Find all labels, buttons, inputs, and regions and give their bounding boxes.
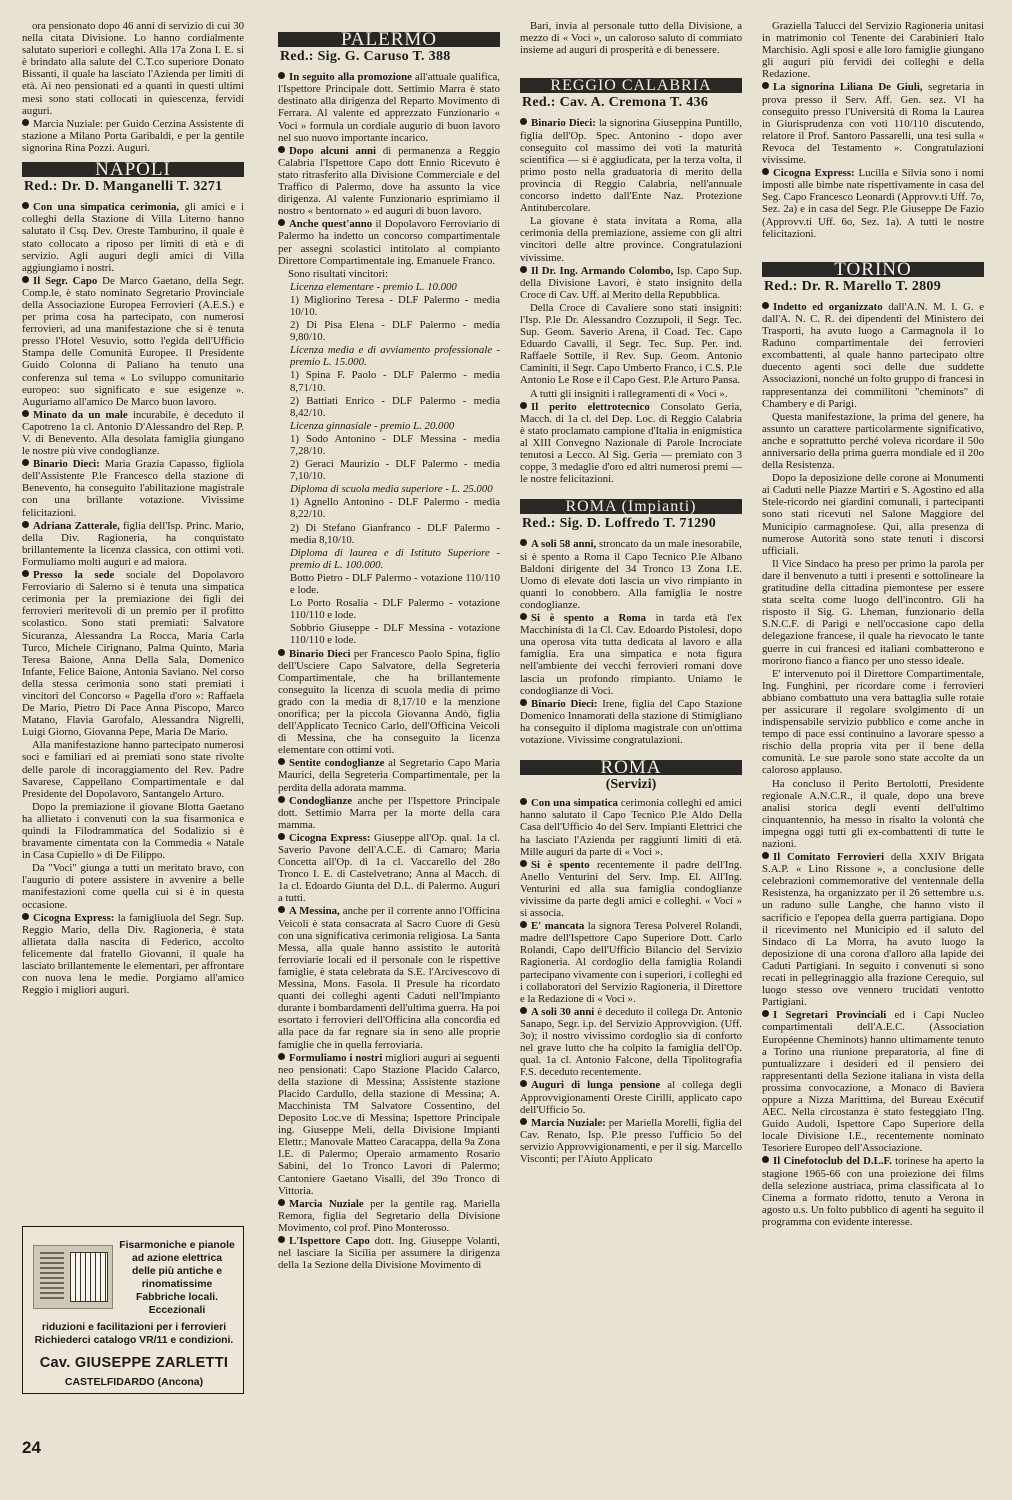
item-text: stroncato da un male inesorabile, si è spento a Roma il Capo Tecnico P.le Albano Baldoni dirigente del 34 Tronco 13 Zona I.E. Uomo di elevate doti lascia un vivo rimpianto in quanti lo conobbero. Alla famiglia le nostre condoglianze. xyxy=(520,538,742,611)
article-text: Da "Voci" giunga a tutti un meritato bravo, con l'augurio di potere assistere in avvenire a belle manifestazioni come quella cui si è in questa occasione. xyxy=(22,862,244,911)
bullet-icon xyxy=(520,699,527,706)
news-item xyxy=(520,1079,742,1115)
item-lead: I Segretari Provinciali xyxy=(773,1009,887,1022)
news-item xyxy=(762,167,984,240)
bullet-icon xyxy=(520,798,527,805)
item-text: De Marco Gaetano, della Segr. Comp.le, è stato nominato Segretario Provinciale della Associazione Europea Ferrovieri (A.E.S.) e per prima cosa ha partecipato, con numerosi ferrovieri, ad una manifestazione che si è tenuta presso l'Hotel Vesuvio, sotto l'egida dell'Ufficio Stampa delle Comunità Europee. Il Presidente Guido Colonna di Paliano ha tenuto una conferenza sul tema « Lo sviluppo comunitario europeo: suo significato e sue esigenze ». Auguriamo all'amico De Marco buon lavoro. xyxy=(22,274,244,408)
news-item xyxy=(520,538,742,611)
news-item xyxy=(520,1117,742,1165)
item-lead: Si è spento xyxy=(531,858,590,871)
item-lead: Minato da un male xyxy=(33,408,128,421)
article-text: Ha concluso il Perito Bertolotti, Presidente regionale A.N.C.R., il quale, dopo una breve analisi storica degli eventi dell'ultimo cinquantennio, ha messo in risalto la volontà che impegna oggi tutti gli ex-combattenti di tutte le nazioni. xyxy=(762,777,984,850)
news-item xyxy=(278,832,500,905)
section-header-palermo: PALERMO xyxy=(278,32,500,47)
item-text: il Dopolavoro Ferroviario di Palermo ha indetto un concorso compartimentale per assegni scolastici intitolato al compianto Direttore Compartimentale ing. Emanuele Franco. xyxy=(278,218,500,267)
bullet-icon xyxy=(762,1156,769,1163)
item-lead: Condoglianze xyxy=(289,794,352,807)
item-lead: Con una simpatica xyxy=(531,797,618,810)
bullet-icon xyxy=(520,1080,527,1087)
winner-line: 2) Di Pisa Elena - DLF Palermo - media 9,80/10. xyxy=(290,319,500,344)
item-lead: Sentite condoglianze xyxy=(289,757,385,770)
news-item-text: Marcia Nuziale: per Guido Cerzina Assistente di stazione a Milano Porta Garibaldi, e per la gentile signorina Rina Pozzi. Auguri. xyxy=(22,117,244,154)
section-editor-napoli: Red.: Dr. D. Manganelli T. 3271 xyxy=(24,179,223,195)
winner-line: 1) Sodo Antonino - DLF Messina - media 7,28/10. xyxy=(290,432,500,457)
item-lead: Formuliamo i nostri xyxy=(289,1051,383,1064)
item-text: Lucilla e Silvia sono i nomi imposti alle bimbe nate rispettivamente in casa del Seg. Capo Francesco Leonardi (Approvv.ti Uff. 7o, Sez. 2a) e in casa del Segr. P.le Giuseppe De Fazio (Approvv.ti Uff. 6o, Sez. 1a). A tutti le nostre felicitazioni. xyxy=(762,167,984,240)
bullet-icon xyxy=(278,796,285,803)
item-text: Consolato Geria, Macch. di 1a cl. del Dep. Loc. di Reggio Calabria è stato proclamato campione d'Italia in enigmistica al XIII Convegno Nazionale di Parole Incrociate tenutosi a Lecco. Al Sig. Geria — premiato con 3 coppe, 3 medaglie d'oro ed altri numerosi premi — le nostre felicitazioni. xyxy=(520,400,742,486)
winner-line: Licenza media e di avviamento professionale - premio L. 15.000. xyxy=(290,344,500,369)
news-item xyxy=(278,71,500,144)
item-lead: Si è spento a Roma xyxy=(531,612,647,625)
item-lead: Auguri di lunga pensione xyxy=(531,1079,661,1092)
article-text: A tutti gli insigniti i rallegramenti di « Voci ». xyxy=(530,387,728,400)
item-lead: E' mancata xyxy=(531,920,585,933)
column-4 xyxy=(762,20,984,1460)
article-text: ora pensionato dopo 46 anni di servizio di cui 30 nella citata Divisione. Lo hanno cordialmente salutato superiori e colleghi. Alla 17a Zona I. E. si è brindato alla salute del C.T.co superiore Donato Bissanti, il quale ha lasciato l'Azienda per limiti di età. Ai neo pensionati ed a quanti in questi ultimi mesi sono stati collocati in quiescenza, fervidi auguri. xyxy=(22,20,244,117)
news-item xyxy=(762,81,984,166)
bullet-icon xyxy=(22,276,29,283)
news-item xyxy=(278,648,500,757)
winner-line: Botto Pietro - DLF Palermo - votazione 110/110 e lode. xyxy=(290,571,500,597)
article-text: Della Croce di Cavaliere sono stati insigniti: l'Isp. P.le Dr. Alessandro Cozzupoli, il Segr. Tec. Sup. Geom. Saverio Arena, il Coad. Tec. Capo Eduardo Cavalli, il Segr. Tec. Sup. Per. ind. Raffaele Sottile, il Rev. Sup. Geom. Antonio Caminiti, il Segr. Capo Umberto Franco, i C.S. P.le Antonio Le Rose e il Capo Gest. P.le Arturo Pansa. xyxy=(520,301,742,387)
item-text: migliori auguri ai seguenti neo pensionati: Capo Stazione Placido Calarco, della stazione di Messina; Assistente stazione Placido Cardullo, della stazione di Messina; A. Macchinista TM Salvatore Cossentino, del Deposito Loc.ve di Messina; Ispettore Principale ing. Giuseppe Meli, della Divisione Impianti Elettr.; Manovale Matteo Caracappa, della 9a Zona I.E. di Palermo; Operaio armamento Rosario Sabini, del 1o Tronco Lavori di Palermo; Cantoniere Gaetano Visalli, del 39o Tronco di Vittoria. xyxy=(278,1051,500,1197)
item-text: in tarda età l'ex Macchinista di 1a Cl. Cav. Edoardo Pistolesi, dopo una operosa vita tutta dedicata al lavoro e alla famiglia. Era una simpatica e nota figura nell'ambiente dei vecchi ferrovieri romani dove lascia un profondo rimpianto. Uniamo le condoglianze di Voci. xyxy=(520,612,742,697)
item-lead: A soli 58 anni, xyxy=(531,538,597,551)
news-item xyxy=(520,401,742,486)
item-text: la signorina Giuseppina Puntillo, figlia dell'Op. Spec. Antonino - dopo aver conseguito col massimo dei voti la maturità scientifica — si è aggiudicata, per la terza volta, il primo posto nella graduatoria di merito della provincia di Reggio Calabria, nell'annuale concorso indetto dall'Ente Naz. Protezione Antitubercolare. xyxy=(520,117,742,215)
column-3 xyxy=(520,20,742,1460)
item-text: della XXIV Brigata S.A.P. « Lino Rissone », a conclusione delle celebrazioni commemorative del ventennale della Resistenza, ha organizzato per il 26 settembre u.s. un raduno sulle Langhe, che hanno visto il sacrificio e l'epopea della guerra partigiana. Dopo il ricevimento nel Municipio ed il saluto del Sindaco di La Morra, ha avuto luogo la deposizione di una corona d'alloro alla lapide dei Caduti Partigiani. In seguito i convenuti si sono recati in pellegrinaggio alla frazione Cerequio, sul luogo stesso ove vennero trucidati ventotto Partigiani. xyxy=(762,851,984,1009)
article-text: Il Vice Sindaco ha preso per primo la parola per dare il benvenuto a tutti i presenti e sottolineare la gratitudine della cittadina piemontese per essere stata scelta come luogo dell'incontro. Gli ha risposto il Sig. G. Lheman, funzionario della S.N.C.F. di Parigi e nell'occasione capo della delegazione francese, il quale ha rievocato le tante guerre in cui francesi ed italiani combatterono e morirono fianco a fianco per uno stesso ideale. xyxy=(762,557,984,667)
item-lead: A Messina, xyxy=(289,905,340,918)
bullet-icon xyxy=(520,539,527,546)
news-item xyxy=(278,1052,500,1197)
accordion-icon xyxy=(33,1245,113,1309)
section-subtitle-servizi: (Servizi) xyxy=(605,777,657,793)
news-item xyxy=(762,851,984,1008)
news-item xyxy=(22,118,244,154)
item-lead: Binario Dieci: xyxy=(33,458,100,471)
item-text: figlia dell'Isp. Princ. Mario, della Div. Ragioneria, ha conquistato brillantemente la licenza classica, con ottimi voti. Formuliamo molti auguri e ad maiora. xyxy=(22,519,244,568)
news-item xyxy=(520,797,742,857)
bullet-icon xyxy=(520,860,527,867)
news-item xyxy=(520,265,742,301)
bullet-icon xyxy=(278,1199,285,1206)
section-header-roma-impianti: ROMA (Impianti) xyxy=(520,499,742,514)
item-lead: Cicogna Express: xyxy=(33,911,115,924)
item-text: anche per il corrente anno l'Officina Veicoli è stata consacrata al Sacro Cuore di Gesù con una significativa cerimonia religiosa. La Santa Messa, alla quale hanno assistito le autorità ferroviarie locali ed il personale con le rispettive famiglie, è stata celebrata da S.E. l'Arcivescovo di Messina, Mons. Fasola. Il Presule ha ricordato quanti dei colleghi agenti Caduti nell'Impianto durante i bombardamenti dell'ultima guerra. Ha poi esortato i ferrovieri dell'Officina alla concordia ed alla pace da far regnare sia in seno alle proprie famiglie che in quella ferroviaria. xyxy=(278,905,500,1051)
bullet-icon xyxy=(520,402,527,409)
item-text: all'attuale qualifica, l'Ispettore Principale dott. Settimio Marra è stato destinato alla dirigenza del Reparto Movimento di Ferrara. Al valente ed apprezzato Funzionario « Voci » formula un cordiale augurio di buon lavoro nel suo nuovo importante incarico. xyxy=(278,71,500,144)
item-lead: Il Cinefotoclub del D.L.F. xyxy=(773,1155,892,1168)
bullet-icon xyxy=(520,1007,527,1014)
item-text: per la gentile rag. Mariella Remora, figlia del Segretario della Divisione Movimento, col prof. Pino Monterosso. xyxy=(278,1197,500,1234)
item-text: cerimonia colleghi ed amici hanno salutato il Capo Tecnico P.le Aldo Della Casa dell'Ufficio 4o del Serv. Impianti Elettrici che ha lasciato l'Azienda per raggiunti limiti di età. Mille auguri da parte di « Voci ». xyxy=(520,797,742,858)
item-text: gli amici e i colleghi della Stazione di Villa Literno hanno salutato il Csq. Dev. Oreste Tamburino, il quale è stato collocato a riposo per limiti di età e di servizio. Agli auguri degli amici di Villa aggiungiamo i nostri. xyxy=(22,201,244,274)
article-text: La giovane è stata invitata a Roma, alla cerimonia della premiazione, assieme con gli altri vincitori delle altre province. Congratulazioni vivissime. xyxy=(520,215,742,264)
section-header-roma-servizi: ROMA xyxy=(520,760,742,775)
news-item xyxy=(278,1198,500,1234)
news-item xyxy=(22,569,244,738)
item-lead: Il Segr. Capo xyxy=(33,274,98,287)
news-item xyxy=(762,301,984,410)
item-text: Maria Grazia Capasso, figliola dell'Assistente P.le Francesco della stazione di Benevento, ha conseguito l'abilitazione magistrale con una brillante votazione. Vivissime felicitazioni. xyxy=(22,458,244,519)
news-item xyxy=(520,117,742,214)
bullet-icon xyxy=(278,146,285,153)
item-text: per Francesco Paolo Spina, figlio dell'Usciere Capo Salvatore, della Segreteria Compartimentale, che ha brillantemente conseguito la licenza di scuola media di primo grado con la media di 8,17/10 e la menzione onorifica; per la piccola Giovanna Andò, figlia dell'Applicato Tecnico Carlo, dell'Officina Veicoli di Messina, che ha conseguito la licenza elementare con ottimi voti. xyxy=(278,647,500,757)
column-2 xyxy=(278,20,500,1460)
section-header-reggio-calabria: REGGIO CALABRIA xyxy=(520,78,742,93)
bullet-icon xyxy=(762,1010,769,1017)
news-item xyxy=(22,520,244,568)
bullet-icon xyxy=(762,82,769,89)
bullet-icon xyxy=(278,1236,285,1243)
winner-line: Diploma di scuola media superiore - L. 25.000 xyxy=(290,483,493,496)
article-text: Alla manifestazione hanno partecipato numerosi soci e familiari ed ai premiati sono state rivolte delle parole di incoraggiamento del Rev. Padre Savarese, Cappellano Compartimentale e dal Presidente del Dopolavoro, Santangelo Arturo. xyxy=(22,739,244,800)
bullet-icon xyxy=(520,118,527,125)
article-text: Graziella Talucci del Servizio Ragioneria unitasi in matrimonio col Tenente dei Carabinieri Italo Marchisio. Agli sposi e alle loro famiglie giungano gli auguri più fervidi dei colleghi e della Redazione. xyxy=(762,20,984,81)
item-lead: La signorina Liliana De Giuli, xyxy=(773,81,923,94)
item-lead: Presso la sede xyxy=(33,569,115,582)
news-item xyxy=(278,145,500,218)
bullet-icon xyxy=(278,833,285,840)
section-header-torino: TORINO xyxy=(762,262,984,277)
item-lead: Binario Dieci: xyxy=(531,117,596,130)
article-text: E' intervenuto poi il Direttore Compartimentale, Ing. Funghini, per ricordare come i ferrovieri abbiano combattuto una vera battaglia sulle rotaie per assicurare il regolare svolgimento di un indispensabile servizio pubblico e come anche in tempo di pace essi continuino a lavorare spesso a rischio della propria vita per il bene della comunità. Le sue parole sono state accolte da un caloroso applauso. xyxy=(762,667,984,777)
item-lead: Il perito elettrotecnico xyxy=(531,400,650,413)
article-text: Sono risultati vincitori: xyxy=(288,267,389,280)
item-lead: Marcia Nuziale xyxy=(289,1197,364,1210)
item-text: dall'A.N. M. I. G. e dall'A. N. C. R. dei dipendenti del Ministero dei Trasporti, ha avuto luogo a Carmagnola il 1o Raduno compartimentale dei ferrovieri excombattenti, al quale hanno partecipato oltre duecento agenti soci delle due suddette Associazioni, nonché un folto gruppo di francesi in rappresentanza dei commilitoni "cheminots" di Chambery e di Parigi. xyxy=(762,300,984,410)
section-editor-roma-impianti: Red.: Sig. D. Loffredo T. 71290 xyxy=(522,516,717,532)
item-lead: Cicogna Express: xyxy=(773,167,855,180)
item-text: la famigliuola del Segr. Sup. Reggio Mario, della Div. Ragioneria, è stata allietata dalla nascita di Federico, accolto felicemente dal fratello Giovanni, il quale ha lasciato brillantemente le elementari, per affrontare con nuova lena le medie. Porgiamo all'amico Reggio i migliori auguri. xyxy=(22,911,244,997)
winners-list xyxy=(278,281,500,647)
winner-line: Sobbrio Giuseppe - DLF Messina - votazione 110/110 e lode. xyxy=(290,622,500,647)
item-text: torinese ha aperto la stagione 1965-66 con una proiezione dei films della selezione austriaca, prima classificata al 1o Cinema a formato ridotto, tenuto a Verona in agosto u.s. Un folto pubblico di agenti ha seguito il programma con evidente interesse. xyxy=(762,1155,984,1228)
winner-line: 1) Agnello Antonino - DLF Palermo - media 8,22/10. xyxy=(290,496,500,521)
news-item xyxy=(520,1006,742,1079)
item-text: Isp. Capo Sup. della Divisione Lavori, è stato insignito della Croce di Cav. Uff. al Merito della Repubblica. xyxy=(520,264,742,301)
winner-line: 2) Geraci Maurizio - DLF Palermo - media 7,10/10. xyxy=(290,458,500,483)
bullet-icon xyxy=(520,1118,527,1125)
item-text: Giuseppe all'Op. qual. 1a cl. Saverio Pavone dell'A.C.E. di Camaro; Maria Concetta all'Op. di 1a cl. Vaccarello del 28o Tronco I. E. di Castelvetrano; Anna al Macch. di 1a cl. Edoardo Giunta del D.L. di Palermo. Auguri a tutti. xyxy=(278,831,500,905)
item-lead: Cicogna Express: xyxy=(289,831,371,844)
torino-paragraphs xyxy=(762,411,984,850)
item-lead: Binario Dieci: xyxy=(531,697,598,710)
item-lead: In seguito alla promozione xyxy=(289,71,412,84)
roma-servizi-items xyxy=(520,797,742,1165)
bullet-icon xyxy=(520,266,527,273)
palermo-items xyxy=(278,648,500,1272)
winner-line: 2) Di Stefano Gianfranco - DLF Palermo - media 8,10/10. xyxy=(290,521,500,546)
news-item xyxy=(520,698,742,746)
bullet-icon xyxy=(520,613,527,620)
news-item xyxy=(520,612,742,697)
news-item xyxy=(22,409,244,457)
item-lead: Il Dr. Ing. Armando Colombo, xyxy=(531,264,674,277)
item-lead: Con una simpatica cerimonia, xyxy=(33,201,180,214)
item-lead: A soli 30 anni xyxy=(531,1005,595,1018)
news-item xyxy=(22,201,244,274)
section-editor-palermo: Red.: Sig. G. Caruso T. 388 xyxy=(280,49,451,65)
bullet-icon xyxy=(22,119,29,126)
item-text: incurabile, è deceduto il Capotreno 1a cl. Antonio D'Alessandro del Rep. P. V. di Benevento. Alla desolata famiglia giungano le nostre più vive condoglianze. xyxy=(22,408,244,458)
news-item xyxy=(22,458,244,518)
item-lead: Binario Dieci xyxy=(289,647,351,660)
article-text: Dopo la premiazione il giovane Blotta Gaetano ha allietato i convenuti con la sua fisarmonica e quindi la Filodrammatica del Sodalizio si è bravamente cimentata con la Commedia « Natale in Casa Cupiello » di De Filippo. xyxy=(22,800,244,862)
torino-items xyxy=(762,851,984,1228)
item-text: per Mariella Morelli, figlia del Cav. Renato, Isp. P.le presso l'ufficio 5o del servizio Approvvigionamenti, e per il sig. Marcello Visconti; per l'Aiuto Applicato xyxy=(520,1116,742,1165)
item-lead: Il Comitato Ferrovieri xyxy=(773,851,885,864)
news-item xyxy=(278,1235,500,1271)
news-item xyxy=(278,218,500,266)
news-item xyxy=(278,795,500,831)
news-item xyxy=(762,1155,984,1228)
bullet-icon xyxy=(22,202,29,209)
item-text: anche per l'Ispettore Principale dott. Settimio Marra per la morte della cara mamma. xyxy=(278,794,500,831)
bullet-icon xyxy=(22,570,29,577)
bullet-icon xyxy=(278,758,285,765)
news-item xyxy=(278,757,500,793)
ad-company-town: CASTELFIDARDO (Ancona) xyxy=(64,1376,204,1388)
news-item xyxy=(520,920,742,1005)
winner-line: Licenza elementare - premio L. 10.000 xyxy=(290,280,457,293)
bullet-icon xyxy=(22,521,29,528)
bullet-icon xyxy=(762,302,769,309)
winner-line: 1) Migliorino Teresa - DLF Palermo - media 10/10. xyxy=(290,293,500,318)
item-text: dott. Ing. Giuseppe Volanti, nel lasciare la Sicilia per assumere la dirigenza della 1a Sezione della Divisione Movimento di xyxy=(278,1235,500,1272)
news-item xyxy=(22,275,244,408)
winner-line: Diploma di laurea e di Istituto Superiore - premio di L. 100.000. xyxy=(290,546,500,571)
news-item xyxy=(278,905,500,1050)
ad-company-name: Cav. GIUSEPPE ZARLETTI xyxy=(39,1355,229,1371)
bullet-icon xyxy=(278,906,285,913)
ad-text: Fisarmoniche e pianole ad azione elettrica delle più antiche e rinomatissime Fabbriche locali. Eccezionali xyxy=(119,1240,235,1316)
article-text: Questa manifestazione, la prima del genere, ha assunto un carattere particolarmente significativo, anche e soprattutto perché voleva ricordare il 50o anniversario della prima guerra mondiale ed il 20o della Resistenza. xyxy=(762,410,984,472)
news-item xyxy=(762,1009,984,1154)
ad-text: riduzioni e facilitazioni per i ferrovieri Richiederci catalogo VR/11 e condizioni. xyxy=(34,1322,234,1346)
item-lead: Indetto ed organizzato xyxy=(773,300,883,313)
article-text: Dopo la deposizione delle corone ai Monumenti ai Caduti nelle Piazze Martiri e S. Agostino ed alla Stele-ricordo nei giardini comunali, i partecipanti sono stati ricevuti nel Salone Maggiore del Municipio carmagnolese. Qui, alla presenza di numerose Autorità sono state tenuti i discorsi ufficiali. xyxy=(762,472,984,557)
item-text: al Segretario Capo Maria Maurici, della Segreteria Compartimentale, per la perdita della adorata mamma. xyxy=(278,757,500,794)
roma-impianti-items xyxy=(520,538,742,746)
news-item xyxy=(22,912,244,997)
item-text: la signora Teresa Polverel Rolandi, madre dell'Ispettore Capo Superiore Dott. Carlo Rolandi, Capo dell'Ufficio Bilancio del Servizio Ragioneria. Al cordoglio della famiglia Rolandi partecipano vivamente con i superiori, i colleghi ed i collaboratori del Servizio Ragioneria, il Direttore e la Redazione di « Voci ». xyxy=(520,920,742,1005)
bullet-icon xyxy=(762,852,769,859)
bullet-icon xyxy=(278,72,285,79)
item-lead: Dopo alcuni anni xyxy=(289,144,376,157)
bullet-icon xyxy=(278,1053,285,1060)
item-text: è deceduto il collega Dr. Antonio Sanapo, Segr. i.p. del Servizio Approvvigion. (Uff. 3o); il nostro vivissimo cordoglio sia di conforto nel grave lutto che ha colpito la famiglia dell'Op. qual. 1a cl. Antonio Falcone, della Tipolitografia F.S. deceduto recentemente. xyxy=(520,1005,742,1079)
item-lead: Anche quest'anno xyxy=(289,218,373,231)
article-text: Bari, invia al personale tutto della Divisione, a mezzo di « Voci », un caloroso saluto di commiato insieme ad auguri di prosperità e di benessere. xyxy=(520,20,742,57)
bullet-icon xyxy=(22,459,29,466)
page-number: 24 xyxy=(22,1438,41,1457)
item-text: di permanenza a Reggio Calabria l'Ispettore Capo dott Ennio Ricevuto è stato ritrasferito alla Divisione Commerciale e del Traffico di Palermo, dove ha assunto la vice dirigenza. Al valente Funzionario esprimiamo il nostro « bentornato » ed auguri di buon lavoro. xyxy=(278,144,500,218)
winner-line: 2) Battiati Enrico - DLF Palermo - media 8,42/10. xyxy=(290,394,500,419)
bullet-icon xyxy=(22,913,29,920)
item-text: sociale del Dopolavoro Ferroviario di Salerno si è tenuta una simpatica cerimonia per la premiazione dei figli dei ferrovieri meritevoli di un premio per il profitto scolastico. Sono stati premiati: Salvatore Sicuranza, Alessandra La Rocca, Maria Carla Turco, Michele Cirignano, Palma Quinto, Maria Teresa Baione, Anna Della Sala, Domenico Infante, Felice Baione, Antonia Saviano. Nel corso della stessa cerimonia sono stati premiati i vincitori del Concorso « Pagella d'oro »: Raffaela De Mario, Pietro Di Pace Anna Piscopo, Marco Matano, Flavia Garofalo, Alessandra Nigrelli, Luigi Giorno, Giovanna Pepe, Maria De Mario. xyxy=(22,569,244,739)
advertisement xyxy=(22,1226,244,1394)
news-item xyxy=(520,859,742,919)
bullet-icon xyxy=(762,168,769,175)
section-editor-torino: Red.: Dr. R. Marello T. 2809 xyxy=(764,278,942,294)
winner-line: Lo Porto Rosalia - DLF Palermo - votazione 110/110 e lode. xyxy=(290,597,500,622)
bullet-icon xyxy=(520,921,527,928)
section-editor-reggio: Red.: Cav. A. Cremona T. 436 xyxy=(522,95,709,111)
section-header-napoli: NAPOLI xyxy=(22,162,244,177)
bullet-icon xyxy=(22,410,29,417)
col4-items xyxy=(762,81,984,239)
item-text: ed i Capi Nucleo compartimentali dell'A.E.C. (Association Européenne Cheminots) hanno ultimamente tenuto a Torino una riunione preparatoria, al fine di puntualizzare i desideri ed il pensiero dei rappresentanti della Sezione italiana in vista della prossima convocazione, a Monaco di Baviera oppure a Nizza Marittima, del Bureau Exécutif AEC. Nella circostanza è stato festeggiato l'Ing. Guido Audoli, Ispettore Capo Superiore della locale Divisione I.E., recentemente nominato Tesoriere Europeo dell'Associazione. xyxy=(762,1009,984,1155)
item-lead: L'Ispettore Capo xyxy=(289,1235,370,1247)
item-lead: Adriana Zatterale, xyxy=(33,519,120,532)
bullet-icon xyxy=(278,649,285,656)
item-text: recentemente il padre dell'Ing. Anello Venturini del Serv. Imp. El. All'Ing. Venturini ed alla sua famiglia condoglianze vivissime da parte degli amici e colleghi. « Voci » si associa. xyxy=(520,858,742,920)
item-lead: Marcia Nuziale: xyxy=(531,1116,606,1129)
item-text: al collega degli Approvvigionamenti Oreste Cirilli, applicato capo dell'Ufficio 5o. xyxy=(520,1079,742,1116)
winner-line: 1) Spina F. Paolo - DLF Palermo - media 8,71/10. xyxy=(290,369,500,394)
item-text: Irene, figlia del Capo Stazione Domenico Innamorati della stazione di Stimigliano ha conseguito il diploma magistrale con un'ottima votazione. Vivissime congratulazioni. xyxy=(520,697,742,746)
item-text: segretaria in prova presso il Serv. Aff. Gen. sez. VI ha conseguito presso l'Università di Roma la Laurea in Giurisprudenza con voti 110/110 discutendo, relatore il Prof. Santoro Passarelli, una tesi sulla « Revoca del Testamento ». Congratulazioni vivissime. xyxy=(762,81,984,167)
bullet-icon xyxy=(278,219,285,226)
winner-line: Licenza ginnasiale - premio L. 20.000 xyxy=(290,419,455,432)
